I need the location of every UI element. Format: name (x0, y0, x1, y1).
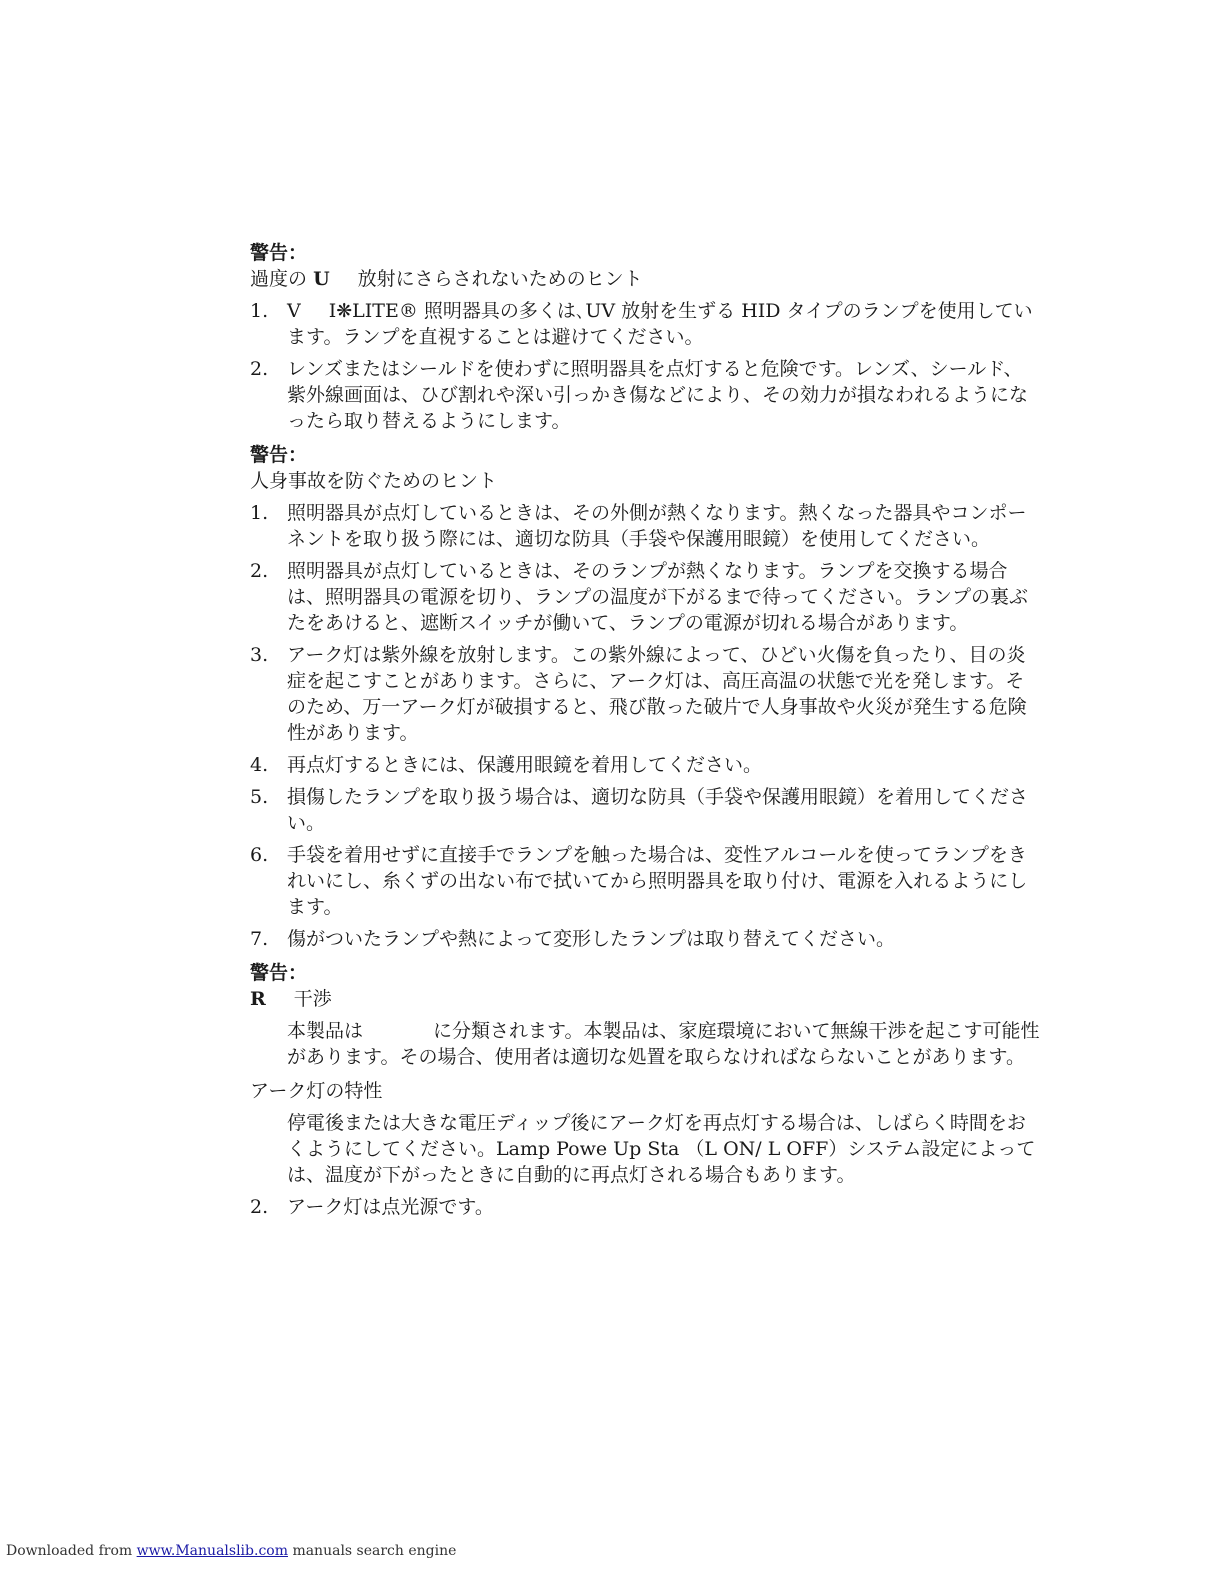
footer (6, 1543, 456, 1559)
list-item (250, 558, 1040, 636)
item-number: 7. (250, 928, 269, 950)
arc-lamp-section (250, 1078, 1040, 1220)
list-item (250, 500, 1040, 552)
item-text: 再点灯するときには、保護用眼鏡を着用してください。 (287, 754, 763, 776)
uv-warning-section (250, 240, 1040, 434)
para-pre: 停電後または大きな電圧ディップ後にアーク灯を再点灯する場合は、しばらく時間をおくようにしてください。Lamp Powe (287, 1112, 1026, 1160)
injury-warning-section (250, 442, 1040, 952)
arc-lamp-list (250, 1194, 1040, 1220)
item-text: 損傷したランプを取り扱う場合は、適切な防具（手袋や保護用眼鏡）を着用してください。 (287, 786, 1029, 834)
list-item (250, 842, 1040, 920)
footer-suffix: manuals search engine (292, 1543, 457, 1559)
item-text: レンズまたはシールドを使わずに照明器具を点灯すると危険です。レンズ、シールド、紫外線画面は、ひび割れや深い引っかき傷などにより、その効力が損なわれるようになったら取り替えるようにします。 (287, 358, 1029, 432)
uv-tips-list (250, 298, 1040, 434)
item-text: 手袋を着用せずに直接手でランプを触った場合は、変性アルコールを使ってランプをきれいにし、糸くずの出ない布で拭いてから照明器具を取り付け、電源を入れるようにします。 (287, 844, 1028, 918)
item-number: 6. (250, 844, 269, 866)
item-number: 3. (250, 644, 269, 666)
item-text: アーク灯は紫外線を放射します。この紫外線によって、ひどい火傷を負ったり、目の炎症を起こすことがあります。さらに、アーク灯は、高圧高温の状態で光を発します。そのため、万一アーク灯が破損すると、飛び散った破片で人身事故や火災が発生する危険性があります。 (287, 644, 1027, 744)
manualslib-link[interactable]: www.Manualslib.com (136, 1543, 288, 1559)
injury-subtitle: 人身事故を防ぐためのヒント (250, 470, 498, 492)
warning-label: 警告： (250, 242, 308, 264)
footer-prefix: Downloaded from (6, 1543, 133, 1559)
item-number: 2. (250, 358, 269, 380)
para-pre: 本製品は (287, 1020, 364, 1042)
list-item (250, 298, 1040, 350)
arc-lamp-title: アーク灯の特性 (250, 1080, 383, 1102)
arc-lamp-paragraph (250, 1110, 1040, 1188)
interference-subtitle (250, 986, 1040, 1012)
item-number: 2. (250, 560, 269, 582)
uv-subtitle-pre: 過度の (250, 268, 308, 290)
list-item (250, 784, 1040, 836)
document-page (250, 240, 1040, 1226)
item-number: 1. (250, 300, 269, 322)
para-mid2: （L ON/ L OFF）システム設定によっては、温度が下がったときに自動的に再点灯される場合もあります。 (287, 1138, 1036, 1186)
para-post: に分類されます。本製品は、家庭環境において無線干渉を起こす可能性があります。その場合、使用者は適切な処置を取らなければならないことがあります。 (287, 1020, 1040, 1068)
interference-subtitle-post: 干渉 (293, 988, 332, 1010)
item-text: アーク灯は点光源です。 (287, 1196, 494, 1218)
item-number: 1. (250, 502, 269, 524)
item-number: 2. (250, 1196, 269, 1218)
warning-label: 警告： (250, 444, 308, 466)
injury-tips-list (250, 500, 1040, 952)
list-item (250, 926, 1040, 952)
warning-label: 警告： (250, 962, 308, 984)
list-item (250, 642, 1040, 746)
item-text: 照明器具が点灯しているときは、そのランプが熱くなります。ランプを交換する場合は、照明器具の電源を切り、ランプの温度が下がるまで待ってください。ランプの裏ぶたをあけると、遮断スイッチが働いて、ランプの電源が切れる場合があります。 (287, 560, 1029, 634)
list-item (250, 752, 1040, 778)
interference-subtitle-bold: R (250, 988, 266, 1010)
item-text: 傷がついたランプや熱によって変形したランプは取り替えてください。 (287, 928, 896, 950)
list-item (250, 1194, 1040, 1220)
item-text: 照明器具が点灯しているときは、その外側が熱くなります。熱くなった器具やコンポーネントを取り扱う際には、適切な防具（手袋や保護用眼鏡）を使用してください。 (287, 502, 1027, 550)
interference-warning-section (250, 960, 1040, 1070)
brand-b: I❋LITE® (328, 300, 418, 322)
item-number: 4. (250, 754, 269, 776)
item-text: 照明器具の多くは､UV 放射を生ずる HID タイプのランプを使用しています。ランプを直視することは避けてください。 (287, 300, 1033, 348)
list-item (250, 356, 1040, 434)
uv-subtitle (250, 266, 1040, 292)
para-mid1: Up Sta (613, 1138, 680, 1160)
brand-a: V (287, 300, 301, 322)
item-number: 5. (250, 786, 269, 808)
uv-subtitle-post: 放射にさらされないためのヒント (357, 268, 643, 290)
interference-paragraph (250, 1018, 1040, 1070)
uv-subtitle-bold: U (313, 268, 330, 290)
